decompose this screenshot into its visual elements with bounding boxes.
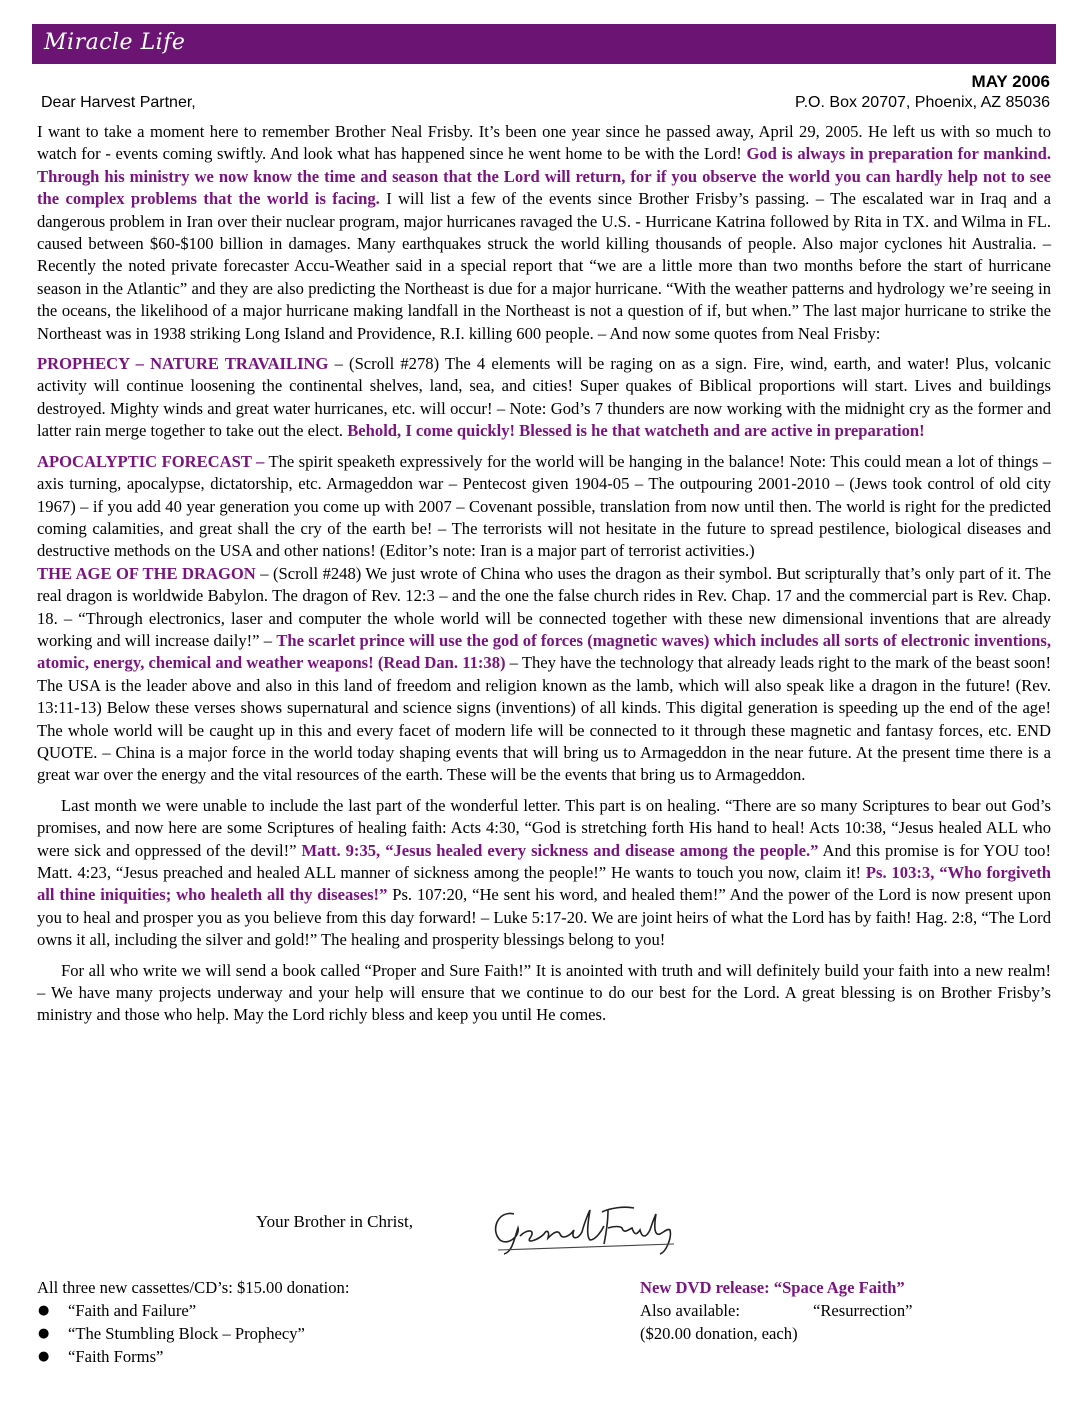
dvd-release-heading: New DVD release: “Space Age Faith” (640, 1278, 905, 1297)
price-note: ($20.00 donation, each) (640, 1324, 798, 1343)
paragraph-healing: Last month we were unable to include the last part of the wonderful letter. This part is on healing. “There are so many Scriptures to bear out God’s promises, and now here are some Scriptures of healing faith: Acts 4:30, “God is stretching forth His hand to heal! Acts 10:38, “Jesus healed ALL who were sick and oppressed of the devil!” Matt. 9:35, “Jesus healed every sickness and disease among the people.” And this promise is for YOU too! Matt. 4:23, “Jesus preached and healed ALL manner of sickness among the people!” He wants to touch you now, claim it! Ps. 103:3, “Who forgiveth all thine iniquities; who healeth all thy diseases!” Ps. 107:20, “He sent his word, and healed them!” And the power of the Lord is now present upon you to heal and prosper you as you believe from this day forward! – Luke 5:17-20. We are joint heirs of what the Lord has by faith! Hag. 2:8, “The Lord owns it all, including the silver and gold!” The healing and prosperity blessings belong to you! (37, 795, 1052, 950)
mailing-address: P.O. Box 20707, Phoenix, AZ 85036 (795, 94, 1050, 111)
emphasis-text: Matt. 9:35, “Jesus healed every sickness and disease among the people.” (301, 840, 819, 860)
issue-date: MAY 2006 (971, 72, 1050, 91)
list-item: ● “Faith and Failure” (38, 1301, 197, 1320)
emphasis-text: Ps. 103:3, “Who forgiveth all thine iniquities; who healeth all thy diseases!” (37, 863, 1052, 905)
bullet-icon: ● (38, 1303, 50, 1318)
emphasis-text: The scarlet prince will use the god of forces (magnetic waves) which includes all sorts of electronic inventions, atomic, energy, chemical and weather weapons! (Read Dan. 11:38) (37, 630, 1051, 673)
emphasis-text: Behold, I come quickly! Blessed is he that watcheth and are active in preparation! (347, 421, 925, 441)
cassette-list (37, 1299, 597, 1368)
paragraph-offer: For all who write we will send a book called “Proper and Sure Faith!” It is anointed with truth and will definitely build your faith into a new realm! – We have many projects underway and your help will ensure that we continue to do our best for the Lord. A great blessing is on Brother Frisby’s ministry and those who help. May the Lord richly bless and keep you until He comes. (37, 960, 1051, 1025)
cassette-offer-heading: All three new cassettes/CD’s: $15.00 donation: (37, 1278, 350, 1297)
also-available-label: Also available: (640, 1301, 740, 1320)
letter-body (37, 121, 1051, 1027)
dvd-offer (640, 1276, 1060, 1345)
cassette-offer (37, 1276, 597, 1368)
paragraph-dragon: THE AGE OF THE DRAGON – (Scroll #248) We just wrote of China who uses the dragon as their symbol. But scripturally that’s only part of it. The real dragon is worldwide Babylon. The dragon of Rev. 12:3 – and the one the false church rides in Rev. Chap. 17 and the commercial part is Rev. Chap. 18. – “Through electronics, laser and computer the whole world will be connected together with these new dimensional inventions that are already working and will increase daily!” – The scarlet prince will use the god of forces (magnetic waves) which includes all sorts of electronic inventions, atomic, energy, chemical and weather weapons! (Read Dan. 11:38) – They have the technology that already leads right to the mark of the beast soon! The USA is the leader above and also in this land of freedom and religion known as the lamb, which will also speak like a dragon in the future! (Rev. 13:11-13) Below these verses shows supernatural and science signs (inventions) of all kinds. This digital generation is speeding up the end of the age! The whole world will be caught up in this and every facet of modern life will be connected to it through these magnetic and fantasy forces, etc. END QUOTE. – China is a major force in the world today shaping events that will bring us to Armageddon in the near future. At the present time there is a great war over the energy and the vital resources of the earth. These will be the events that bring us to Armageddon. (37, 563, 1051, 785)
section-heading-dragon: THE AGE OF THE DRAGON (37, 563, 256, 583)
section-heading-prophecy: PROPHECY – NATURE TRAVAILING (37, 354, 329, 374)
also-available-title: “Resurrection” (813, 1301, 913, 1320)
section-heading-apocalyptic: APOCALYPTIC FORECAST – (37, 451, 265, 471)
paragraph-prophecy: PROPHECY – NATURE TRAVAILING – (Scroll #278) The 4 elements will be raging on as a sign. Fire, wind, earth, and water! Plus, volcanic activity will continue loosening the continental shelves, land, sea, and cities! Super quakes of Biblical proportions will start. Lives and buildings destroyed. Mighty winds and great water hurricanes, etc. will occur! – Note: God’s 7 thunders are now working with the midnight cry as the former and latter rain merge together to take out the elect. Behold, I come quickly! Blessed is he that watcheth and are active in preparation! (37, 354, 1051, 441)
paragraph-apocalyptic: APOCALYPTIC FORECAST – The spirit speaketh expressively for the world will be hanging in the balance! Note: This could mean a lot of things – axis turning, apocalypse, dictatorship, etc. Armageddon war – Pentecost given 1904-05 – The outpouring 2001-2010 – (Jews took control of old city 1967) – if you add 40 year generation you come up with 2007 – Covenant possible, translation from now until then. The world is right for the predicted coming calamities, and great shall the cry of the earth be! – The terrorists will not hesitate in the future to spread pestilence, biological diseases and destructive methods on the USA and other nations! (Editor’s note: Iran is a major part of terrorist activities.) (37, 451, 1051, 561)
list-item: ● “The Stumbling Block – Prophecy” (38, 1324, 305, 1343)
paragraph-intro: I want to take a moment here to remember Brother Neal Frisby. It’s been one year since he passed away, April 29, 2005. He left us with so much to watch for - events coming swiftly. And look what has happened since he went home to be with the Lord! God is always in preparation for mankind. Through his ministry we now know the time and season that the Lord will return, for if you observe the world you can hardly help not to see the complex problems that the world is facing. I will list a few of the events since Brother Frisby’s passing. – The escalated war in Iraq and a dangerous problem in Iran over their nuclear program, major hurricanes ravaged the U.S. - Hurricane Katrina followed by Rita in TX. and Wilma in FL. caused between $60-$100 billion in damages. Many earthquakes struck the world killing thousands of people. Also major cyclones hit Australia. – Recently the noted private forecaster Accu-Weather said in a special report that “we are a little more than two months before the start of hurricane season in the Atlantic” and they are also predicting the Northeast is due for a major hurricane. “With the weather patterns and hydrology we’re seeing in the oceans, the likelihood of a major hurricane making landfall in the Northeast is not a question of if, but when.” The last major hurricane to strike the Northeast was in 1938 striking Long Island and Providence, R.I. killing 600 people. – And now some quotes from Neal Frisby: (37, 122, 1051, 343)
bullet-icon: ● (38, 1326, 50, 1341)
closing-line: Your Brother in Christ, (256, 1212, 413, 1231)
emphasis-text: God is always in preparation for mankind. Through his ministry we now know the time and season that the Lord will return, for if you observe the world you can hardly help not to see the complex problems that the world is facing. (37, 144, 1051, 209)
salutation: Dear Harvest Partner, (41, 94, 196, 111)
signature-block (256, 1210, 756, 1260)
header-banner (32, 24, 1056, 64)
brand-logo-text: Miracle Life (44, 30, 186, 55)
signature-image (484, 1200, 694, 1260)
also-available-row (640, 1299, 1060, 1322)
bullet-icon: ● (38, 1349, 50, 1364)
list-item: ● “Faith Forms” (38, 1347, 164, 1366)
